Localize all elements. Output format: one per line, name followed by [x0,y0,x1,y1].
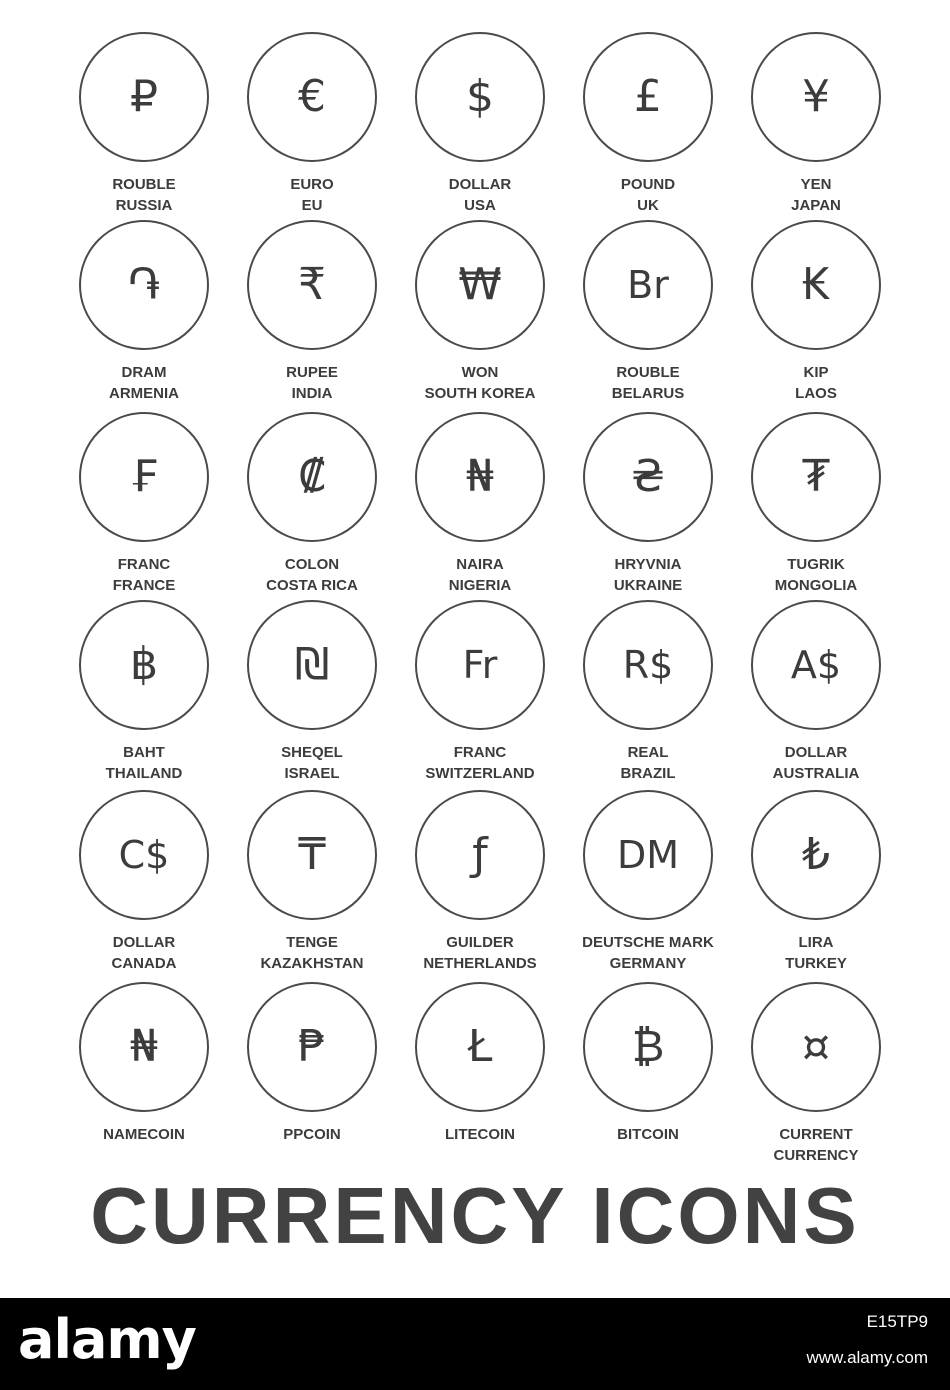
currency-item [228,412,396,600]
currency-label [732,742,900,784]
current-currency-icon [751,982,881,1112]
currency-symbol: ₦ [466,451,494,502]
currency-country: INDIA [291,385,333,402]
pound-icon [583,32,713,162]
deutsche-mark-icon [583,790,713,920]
currency-name: BITCOIN [617,1126,679,1143]
currency-name: ROUBLE [616,364,680,381]
currency-item [396,982,564,1170]
currency-item [564,790,732,978]
currency-label [228,362,396,404]
currency-symbol: ₦ [130,1021,158,1072]
litecoin-icon [415,982,545,1112]
currency-item [60,790,228,978]
currency-item [396,220,564,408]
currency-name: REAL [627,744,669,761]
tugrik-icon [751,412,881,542]
yen-icon [751,32,881,162]
currency-label [228,174,396,216]
currency-symbol: ฿ [130,639,158,690]
image-code: E15TP9 [866,1312,928,1331]
currency-item [564,412,732,600]
currency-item [228,32,396,220]
currency-item [564,32,732,220]
ppcoin-icon [247,982,377,1112]
currency-name: LITECOIN [445,1126,515,1143]
currency-label [564,174,732,216]
currency-item [396,412,564,600]
won-icon [415,220,545,350]
watermark-bar [0,1298,950,1390]
currency-name: KIP [803,364,829,381]
watermark-url: www.alamy.com [806,1348,928,1367]
currency-name: DOLLAR [784,744,848,761]
currency-country: THAILAND [105,765,183,782]
currency-item [60,600,228,788]
currency-label [60,932,228,974]
currency-item [60,32,228,220]
currency-country: TURKEY [785,955,847,972]
currency-symbol: A$ [790,643,842,687]
currency-country: MONGOLIA [774,577,858,594]
currency-name: SHEQEL [281,744,343,761]
currency-label [228,554,396,596]
currency-item [732,220,900,408]
currency-country: UKRAINE [613,577,683,594]
currency-country: BELARUS [611,385,685,402]
currency-country: FRANCE [112,577,176,594]
currency-name: WON [461,364,499,381]
real-icon [583,600,713,730]
currency-symbol: $ [466,71,494,122]
currency-country: NETHERLANDS [423,955,537,972]
naira-icon [415,412,545,542]
currency-label [228,1124,396,1145]
currency-item [732,412,900,600]
currency-label [732,174,900,216]
currency-item [396,600,564,788]
currency-label [60,1124,228,1145]
currency-name: RUPEE [286,364,338,381]
currency-label [396,742,564,784]
currency-item [228,790,396,978]
currency-item [396,790,564,978]
currency-label [732,932,900,974]
namecoin-icon [79,982,209,1112]
rupee-icon [247,220,377,350]
currency-label [396,1124,564,1145]
currency-name: BAHT [123,744,165,761]
currency-symbol: Fr [462,643,498,687]
currency-country: EU [301,197,323,214]
currency-label [396,362,564,404]
currency-symbol: DM [616,833,680,877]
currency-country: CANADA [111,955,177,972]
currency-symbol: ֏ [127,259,161,310]
currency-symbol: ₡ [298,451,326,502]
currency-name: ROUBLE [112,176,176,193]
currency-name: COLON [284,556,340,573]
currency-country: GERMANY [609,955,687,972]
currency-label [564,362,732,404]
currency-symbol: ₿ [631,1021,665,1072]
currency-label [60,362,228,404]
euro-icon [247,32,377,162]
currency-symbol: ₩ [458,259,502,310]
currency-name: DOLLAR [448,176,512,193]
currency-label [564,554,732,596]
currency-country: SWITZERLAND [425,765,535,782]
baht-icon [79,600,209,730]
currency-symbol: Ł [467,1021,493,1072]
belarus-rouble-icon [583,220,713,350]
currency-name: GUILDER [446,934,514,951]
currency-label [564,742,732,784]
currency-label [60,554,228,596]
currency-item [396,32,564,220]
canadian-dollar-icon [79,790,209,920]
currency-country: UK [637,197,659,214]
currency-country: COSTA RICA [266,577,358,594]
currency-item [564,600,732,788]
currency-item [60,412,228,600]
currency-country: RUSSIA [115,197,173,214]
dollar-icon [415,32,545,162]
currency-country: KAZAKHSTAN [260,955,364,972]
watermark-logo: alamy [18,1308,196,1371]
currency-name: PPCOIN [283,1126,341,1143]
currency-country: ISRAEL [284,765,340,782]
currency-name: FRANC [453,744,507,761]
currency-label [228,932,396,974]
currency-country: NIGERIA [448,577,512,594]
currency-country: AUSTRALIA [772,765,860,782]
currency-name: POUND [620,176,676,193]
currency-name: DRAM [121,364,167,381]
currency-country: ARMENIA [109,385,179,402]
currency-symbol: C$ [118,833,170,877]
currency-label [396,554,564,596]
currency-symbol: € [298,71,326,122]
currency-symbol: £ [634,71,662,122]
currency-name: YEN [800,176,832,193]
currency-name: DEUTSCHE MARK [582,934,714,951]
currency-label [732,1124,900,1166]
franc-icon [79,412,209,542]
australian-dollar-icon [751,600,881,730]
currency-label [396,174,564,216]
hryvnia-icon [583,412,713,542]
currency-label [564,1124,732,1145]
currency-item [228,600,396,788]
currency-label [228,742,396,784]
currency-name: TENGE [286,934,338,951]
currency-symbol: ₭ [802,259,830,310]
currency-name: HRYVNIA [614,556,682,573]
currency-symbol: ₺ [802,829,830,880]
rouble-icon [79,32,209,162]
currency-name: DOLLAR [112,934,176,951]
currency-label [396,932,564,974]
currency-country: LAOS [795,385,837,402]
guilder-icon [415,790,545,920]
colon-icon [247,412,377,542]
currency-item [564,220,732,408]
currency-label [732,362,900,404]
currency-symbol: ₱ [298,1021,326,1072]
currency-name: TUGRIK [787,556,845,573]
currency-symbol: ₮ [802,451,830,502]
currency-item [732,982,900,1170]
currency-symbol: ƒ [472,829,488,880]
tenge-icon [247,790,377,920]
currency-item [228,220,396,408]
swiss-franc-icon [415,600,545,730]
currency-name: LIRA [798,934,834,951]
page-title: CURRENCY ICONS [90,1171,860,1260]
currency-item [60,982,228,1170]
bitcoin-icon [583,982,713,1112]
currency-name: EURO [290,176,334,193]
currency-label [60,742,228,784]
currency-country: JAPAN [791,197,841,214]
currency-item [732,790,900,978]
kip-icon [751,220,881,350]
currency-country: USA [464,197,496,214]
currency-label [564,932,732,974]
currency-symbol: ¤ [802,1021,830,1072]
currency-symbol: Br [627,263,669,307]
currency-symbol: ₸ [298,829,326,880]
currency-name: NAIRA [456,556,504,573]
currency-item [60,220,228,408]
currency-country: SOUTH KOREA [424,385,536,402]
currency-name: NAMECOIN [103,1126,185,1143]
currency-country: CURRENCY [773,1147,859,1164]
currency-name: CURRENT [779,1126,853,1143]
lira-icon [751,790,881,920]
currency-item [564,982,732,1170]
currency-label [60,174,228,216]
currency-item [732,32,900,220]
currency-item [732,600,900,788]
currency-symbol: R$ [622,643,674,687]
currency-item [228,982,396,1170]
currency-label [732,554,900,596]
currency-symbol: ₴ [630,451,666,502]
currency-country: BRAZIL [620,765,676,782]
currency-symbol: ¥ [802,71,830,122]
currency-symbol: ₣ [130,451,158,502]
dram-icon [79,220,209,350]
currency-symbol: ₹ [298,259,326,310]
currency-symbol: ₪ [294,639,330,690]
currency-name: FRANC [117,556,171,573]
currency-symbol: ₽ [130,71,158,122]
sheqel-icon [247,600,377,730]
